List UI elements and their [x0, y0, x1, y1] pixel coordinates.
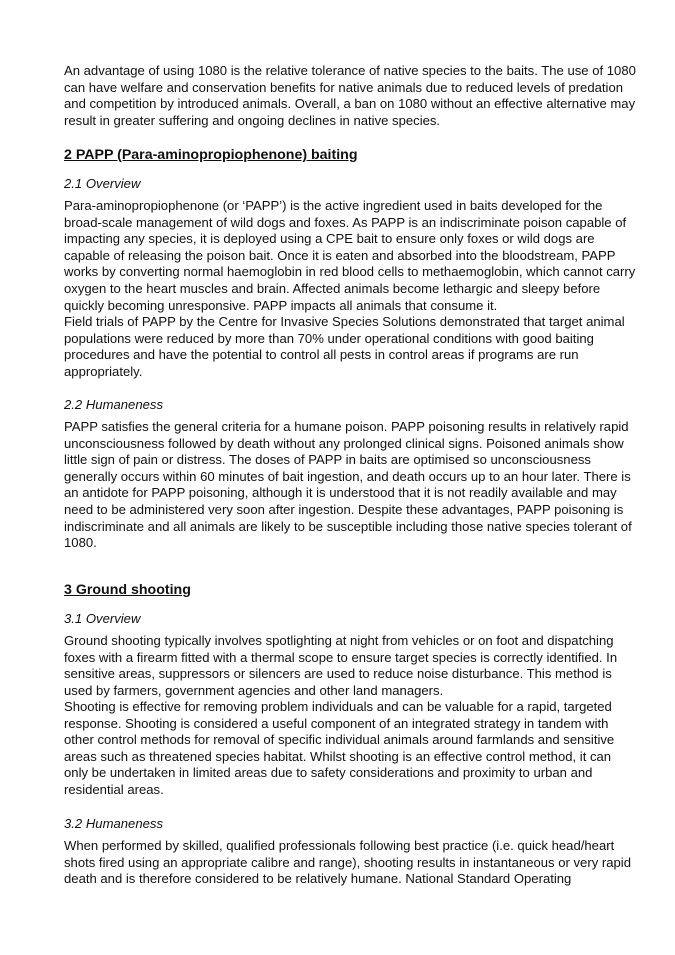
text-line: quickly becoming unresponsive. PAPP impacts all animals that consume it.	[64, 297, 498, 313]
text-line: procedures and have the potential to control all pests in control areas if programs are run	[64, 347, 579, 363]
text-line: impacting any species, it is deployed using a CPE bait to ensure only foxes or wild dogs are	[64, 231, 595, 247]
section-2-1-paragraph-1	[64, 198, 664, 314]
section-3-2-heading: 3.2 Humaneness	[64, 816, 163, 831]
section-3-2-paragraph	[64, 838, 664, 888]
text-line: appropriately.	[64, 363, 143, 379]
text-line: Ground shooting typically involves spotlighting at night from vehicles or on foot and dispatching	[64, 633, 614, 648]
text-line: and competition by introduced animals. Overall, a ban on 1080 without an effective alternative may	[64, 96, 636, 112]
text-line: areas such as threatened species habitat. Whilst shooting is an effective control method, it can	[64, 748, 612, 764]
text-line: foxes with a firearm fitted with a thermal scope to ensure target species is correctly identified. In	[64, 649, 618, 665]
text-line: Shooting is effective for removing problem individuals and can be valuable for a rapid, targeted	[64, 699, 612, 714]
text-line: little sign of pain or distress. The doses of PAPP in baits are optimised so unconsciousness	[64, 452, 591, 468]
text-line: unconsciousness followed by death without any prolonged clinical signs. Poisoned animals show	[64, 435, 624, 451]
text-line: broad-scale management of wild dogs and foxes. As PAPP is an indiscriminate poison capable of	[64, 214, 627, 230]
text-line: sensitive areas, suppressors or silencers are used to reduce noise disturbance. This method is	[64, 666, 612, 682]
section-3-heading: 3 Ground shooting	[64, 582, 191, 598]
text-line: can have welfare and conservation benefits for native animals due to reduced levels of predation	[64, 79, 624, 95]
text-line: An advantage of using 1080 is the relative tolerance of native species to the baits. The use of 1080	[64, 63, 636, 78]
text-line: death and is therefore considered to be relatively humane. National Standard Operating	[64, 871, 572, 887]
section-2-1-heading: 2.1 Overview	[64, 176, 141, 191]
text-line: When performed by skilled, qualified professionals following best practice (i.e. quick head/heart	[64, 838, 615, 853]
section-3-1-paragraph-1	[64, 633, 664, 699]
text-line: result in greater suffering and ongoing declines in native species.	[64, 112, 441, 128]
text-line: need to be administered very soon after ingestion. Despite these advantages, PAPP poisoning is	[64, 501, 624, 517]
section-2-heading: 2 PAPP (Para-aminopropiophenone) baiting	[64, 147, 358, 163]
section-2-1-paragraph-2	[64, 314, 664, 380]
text-line: generally occurs within 60 minutes of bait ingestion, and death occurs up to an hour later. There is	[64, 468, 631, 484]
text-line: populations were reduced by more than 70% under operational conditions with good baiting	[64, 330, 594, 346]
text-line: an antidote for PAPP poisoning, although it is understood that it is not readily available and may	[64, 485, 617, 501]
text-line: Para-aminopropiophenone (or ‘PAPP’) is the active ingredient used in baits developed for the	[64, 198, 603, 213]
text-line: shots fired using an appropriate calibre and range), shooting results in instantaneous or very rapid	[64, 854, 632, 870]
text-line: other control methods for removal of specific individual animals around farmlands and sensitive	[64, 732, 615, 748]
text-line: Field trials of PAPP by the Centre for Invasive Species Solutions demonstrated that target animal	[64, 314, 625, 329]
section-3-1-paragraph-2	[64, 699, 664, 799]
text-line: used by farmers, government agencies and other land managers.	[64, 682, 444, 698]
text-line: oxygen to the heart muscles and brain. Affected animals become lethargic and sleepy before	[64, 280, 601, 296]
section-2-2-paragraph	[64, 419, 664, 552]
text-line: works by converting normal haemoglobin in red blood cells to methaemoglobin, which cannot carry	[64, 264, 636, 280]
section-3-1-heading: 3.1 Overview	[64, 611, 141, 626]
text-line: response. Shooting is considered a useful component of an integrated strategy in tandem with	[64, 715, 609, 731]
text-line: only be undertaken in limited areas due to safety considerations and proximity to urban and	[64, 765, 593, 781]
section-2-2-heading: 2.2 Humaneness	[64, 397, 163, 412]
text-line: indiscriminate and all animals are likely to be susceptible including those native species tolerant of	[64, 518, 632, 534]
text-line: capable of releasing the poison bait. Once it is eaten and absorbed into the bloodstream, PAPP	[64, 247, 616, 263]
text-line: residential areas.	[64, 781, 164, 797]
text-line: 1080.	[64, 535, 97, 551]
text-line: PAPP satisfies the general criteria for a humane poison. PAPP poisoning results in relatively rapid	[64, 419, 629, 434]
intro-paragraph	[64, 63, 664, 129]
